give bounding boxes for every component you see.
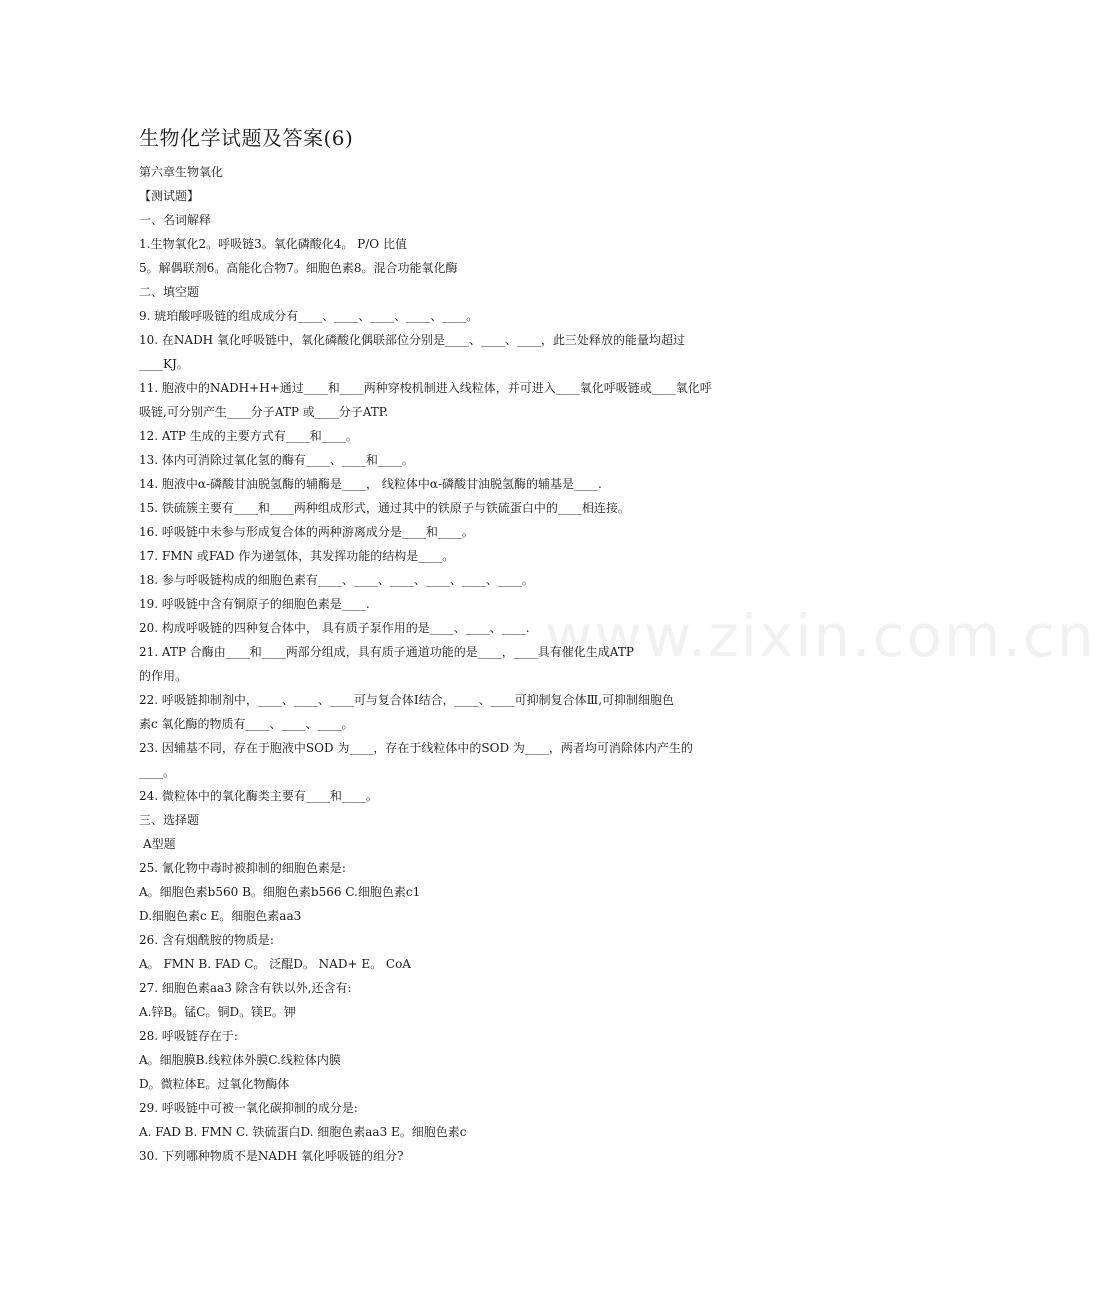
- question-line: 27. 细胞色素aa3 除含有铁以外,还含有:: [139, 981, 352, 995]
- section-heading-terms: 一、名词解释: [139, 213, 212, 227]
- question-line: 23. 因辅基不同，存在于胞液中SOD 为____，存在于线粒体中的SOD 为____，两者均可消除体内产生的: [139, 741, 693, 755]
- question-line: 18. 参与呼吸链构成的细胞色素有____、____、____、____、____、____。: [139, 573, 534, 587]
- watermark: www.zixin.com.cn: [545, 602, 1096, 670]
- question-line: 29. 呼吸链中可被一氧化碳抑制的成分是:: [139, 1101, 358, 1115]
- answer-options: A. FAD B. FMN C. 铁硫蛋白D. 细胞色素aa3 E。细胞色素c: [139, 1125, 467, 1139]
- question-line-cont: ____。: [139, 765, 176, 779]
- answer-options: D.细胞色素c E。细胞色素aa3: [139, 909, 302, 923]
- question-line-cont: 的作用。: [139, 669, 188, 683]
- answer-options: A。细胞膜B.线粒体外膜C.线粒体内膜: [139, 1053, 341, 1067]
- question-line-cont: 素c 氧化酶的物质有____、____、____。: [139, 717, 354, 731]
- chapter-heading: 第六章生物氧化: [139, 165, 224, 179]
- question-line: 21. ATP 合酶由____和____两部分组成，具有质子通道功能的是____，____具有催化生成ATP: [139, 645, 634, 659]
- question-line: 10. 在NADH 氧化呼吸链中，氧化磷酸化偶联部位分别是____、____、____，此三处释放的能量均超过: [139, 333, 685, 347]
- question-line: 30. 下列哪种物质不是NADH 氧化呼吸链的组分?: [139, 1149, 404, 1163]
- answer-options: D。微粒体E。过氧化物酶体: [139, 1077, 290, 1091]
- document-title: 生物化学试题及答案(6): [139, 126, 354, 150]
- question-line: 16. 呼吸链中未参与形成复合体的两种游离成分是____和____。: [139, 525, 474, 539]
- answer-options: A.锌B。锰C。铜D。镁E。钾: [139, 1005, 296, 1019]
- answer-options: A。 FMN B. FAD C。 泛醌D。 NAD+ E。 CoA: [139, 957, 411, 971]
- question-line-cont: ____KJ。: [139, 357, 189, 371]
- answer-options: A。细胞色素b560 B。细胞色素b566 C.细胞色素c1: [139, 885, 421, 899]
- question-line: 22. 呼吸链抑制剂中，____、____、____可与复合体Ⅰ结合，____、____可抑制复合体Ⅲ,可抑制细胞色: [139, 693, 675, 707]
- question-line: 15. 铁硫簇主要有____和____两种组成形式，通过其中的铁原子与铁硫蛋白中的____相连接。: [139, 501, 630, 515]
- question-line: 28. 呼吸链存在于:: [139, 1029, 238, 1043]
- question-line: 9. 琥珀酸呼吸链的组成成分有____、____、____、____、____。: [139, 309, 479, 323]
- section-heading-choice: 三、选择题: [139, 813, 200, 827]
- question-line-cont: 吸链,可分别产生____分子ATP 或____分子ATP.: [139, 405, 389, 419]
- question-line: 17. FMN 或FAD 作为递氢体，其发挥功能的结构是____。: [139, 549, 455, 563]
- question-line: 19. 呼吸链中含有铜原子的细胞色素是____.: [139, 597, 370, 611]
- question-line: 14. 胞液中α-磷酸甘油脱氢酶的辅酶是____， 线粒体中α-磷酸甘油脱氢酶的辅基是____.: [139, 477, 602, 491]
- question-type-label: A型题: [143, 837, 176, 851]
- question-line: 1.生物氧化2。呼吸链3。氧化磷酸化4。 P/O 比值: [139, 237, 407, 251]
- question-line: 26. 含有烟酰胺的物质是:: [139, 933, 274, 947]
- question-line: 12. ATP 生成的主要方式有____和____。: [139, 429, 358, 443]
- question-line: 20. 构成呼吸链的四种复合体中， 具有质子泵作用的是____、____、____.: [139, 621, 530, 635]
- question-line: 24. 微粒体中的氧化酶类主要有____和____。: [139, 789, 378, 803]
- section-heading-fill: 二、填空题: [139, 285, 200, 299]
- section-label-test: 【测试题】: [139, 189, 200, 203]
- question-line: 5。解偶联剂6。高能化合物7。细胞色素8。混合功能氧化酶: [139, 261, 458, 275]
- question-line: 13. 体内可消除过氧化氢的酶有____、____和____。: [139, 453, 414, 467]
- question-line: 11. 胞液中的NADH+H+通过____和____两种穿梭机制进入线粒体，并可进入____氧化呼吸链或____氧化呼: [139, 381, 712, 395]
- question-line: 25. 氰化物中毒时被抑制的细胞色素是:: [139, 861, 346, 875]
